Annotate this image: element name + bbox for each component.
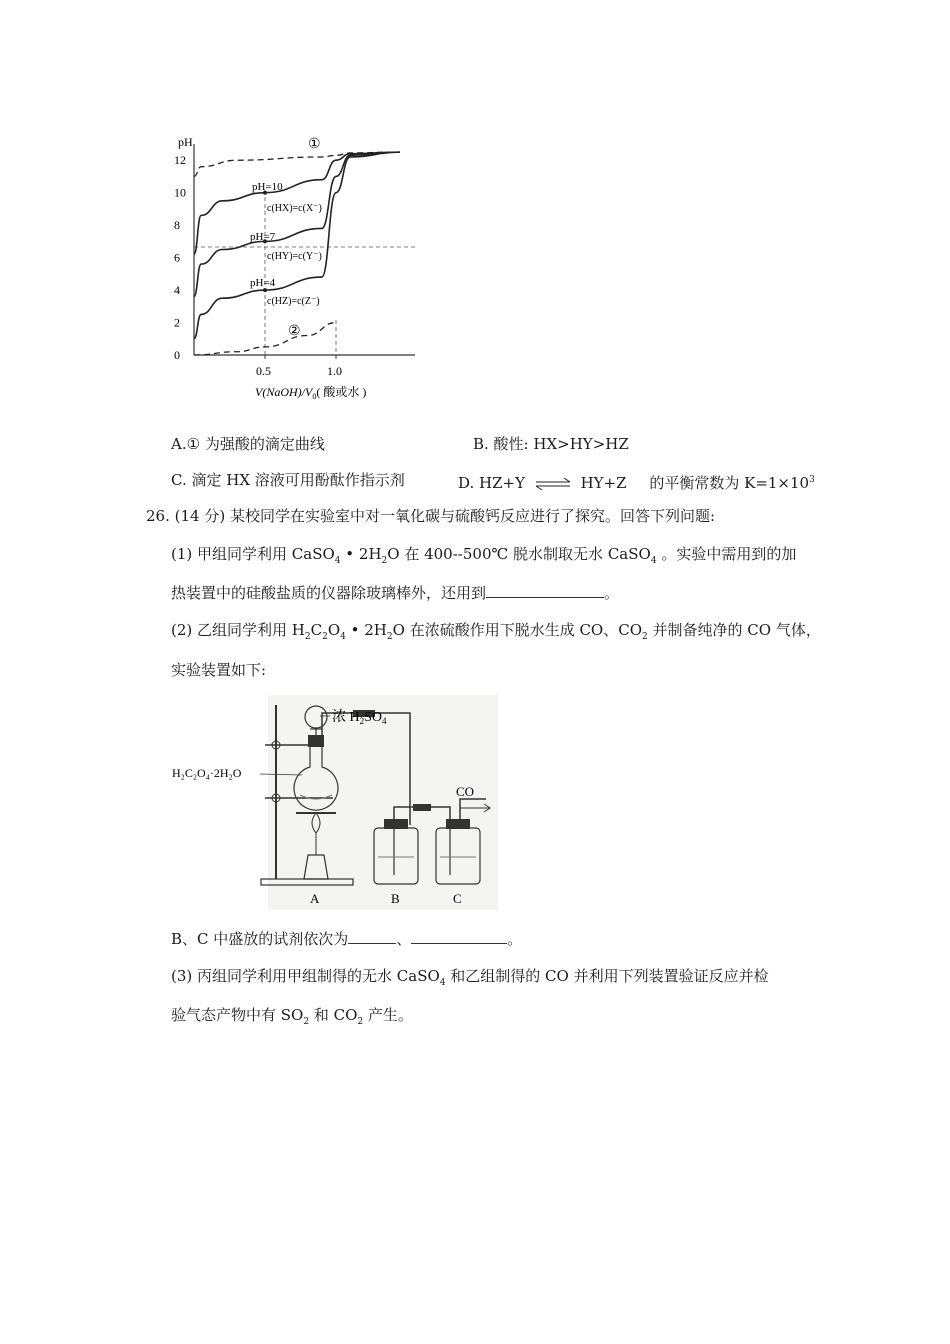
option-d-right: HY+Z — [580, 474, 627, 492]
option-d-exponent: 3 — [809, 475, 815, 485]
label-a: A — [310, 891, 320, 906]
y-ticks — [174, 153, 186, 362]
gas-label: CO — [456, 784, 475, 799]
annotation-ph10: pH=10 — [252, 181, 283, 193]
option-c: C. 滴定 HX 溶液可用酚酞作指示剂 — [171, 471, 405, 489]
x-ticks — [256, 355, 342, 378]
y-tick-label: 12 — [174, 153, 186, 168]
option-b: B. 酸性: HX>HY>HZ — [473, 435, 629, 453]
q26-part3-line1: (3) 丙组同学利用甲组制得的无水 CaSO$_4$ 和乙组制得的 CO 并利用下列装置验证反应并检 — [171, 967, 769, 988]
y-tick-label: 0 — [174, 348, 180, 362]
q26-part2-line1: (2) 乙组同学利用 $H_2C_2O_4$ • $2H_2O$ 在浓硫酸作用下脱水生成 CO、$CO_2$ 并制备纯净的 CO 气体， — [171, 621, 821, 642]
option-d — [458, 470, 815, 493]
annotation-ph7: pH=7 — [250, 231, 276, 243]
q26-bc-reagents: B、C 中盛放的试剂依次为 、 。 — [171, 930, 523, 948]
answer-blank-1[interactable] — [486, 583, 604, 598]
y-tick-label: 8 — [174, 218, 180, 233]
annotation-hx: c(HX)=c(X⁻) — [267, 203, 322, 214]
y-tick-label: 6 — [174, 250, 180, 265]
option-d-tail: 的平衡常数为 K=1×10 — [649, 474, 810, 492]
curve1-label: ① — [308, 137, 321, 152]
equilibrium-arrow-icon — [534, 478, 572, 490]
x-axis-label: $V(NaOH)/V_0$( 酸或水 ) — [255, 385, 367, 401]
y-tick-label: 4 — [174, 283, 180, 298]
q26-part1-line2: 热装置中的硅酸盐质的仪器除玻璃棒外，还用到 。 — [171, 584, 620, 602]
answer-blank-2[interactable] — [348, 929, 396, 944]
reagent-label: H₂C₂O₄·2H₂O — [172, 766, 242, 780]
q26-intro: 26. (14 分) 某校同学在实验室中对一氧化碳与硫酸钙反应进行了探究。回答下列问题: — [146, 507, 716, 525]
annotation-hy: c(HY)=c(Y⁻) — [267, 251, 322, 262]
curve2-label: ② — [288, 324, 301, 339]
apparatus-diagram — [168, 695, 498, 910]
option-a: A.① 为强酸的滴定曲线 — [171, 435, 325, 453]
annotation-hz: c(HZ)=c(Z⁻) — [267, 296, 320, 307]
label-b: B — [391, 891, 400, 906]
y-tick-label: 10 — [174, 185, 186, 200]
titration-chart — [170, 130, 460, 415]
label-c: C — [453, 891, 462, 906]
y-tick-label: 2 — [174, 315, 180, 330]
annotation-ph4: pH=4 — [250, 277, 276, 289]
y-axis-label: pH — [178, 135, 193, 149]
curve-hz — [194, 152, 400, 339]
option-d-left: D. HZ+Y — [458, 474, 526, 492]
q26-part2-line2: 实验装置如下: — [171, 661, 267, 679]
answer-blank-3[interactable] — [411, 929, 507, 944]
x-tick-label: 1.0 — [327, 364, 342, 378]
q26-part3-line2: 验气态产物中有 $SO_2$ 和 $CO_2$ 产生。 — [171, 1006, 413, 1027]
curve-hy — [194, 152, 400, 296]
x-tick-label: 0.5 — [256, 364, 271, 378]
q26-part1-line1: (1) 甲组同学利用 CaSO$_4$ • $2H_2O$ 在 400--500℃ 脱水制取无水 CaSO$_4$ 。实验中需用到的加 — [171, 545, 797, 566]
acid-label: 浓 $H_2SO_4$ — [332, 710, 387, 726]
